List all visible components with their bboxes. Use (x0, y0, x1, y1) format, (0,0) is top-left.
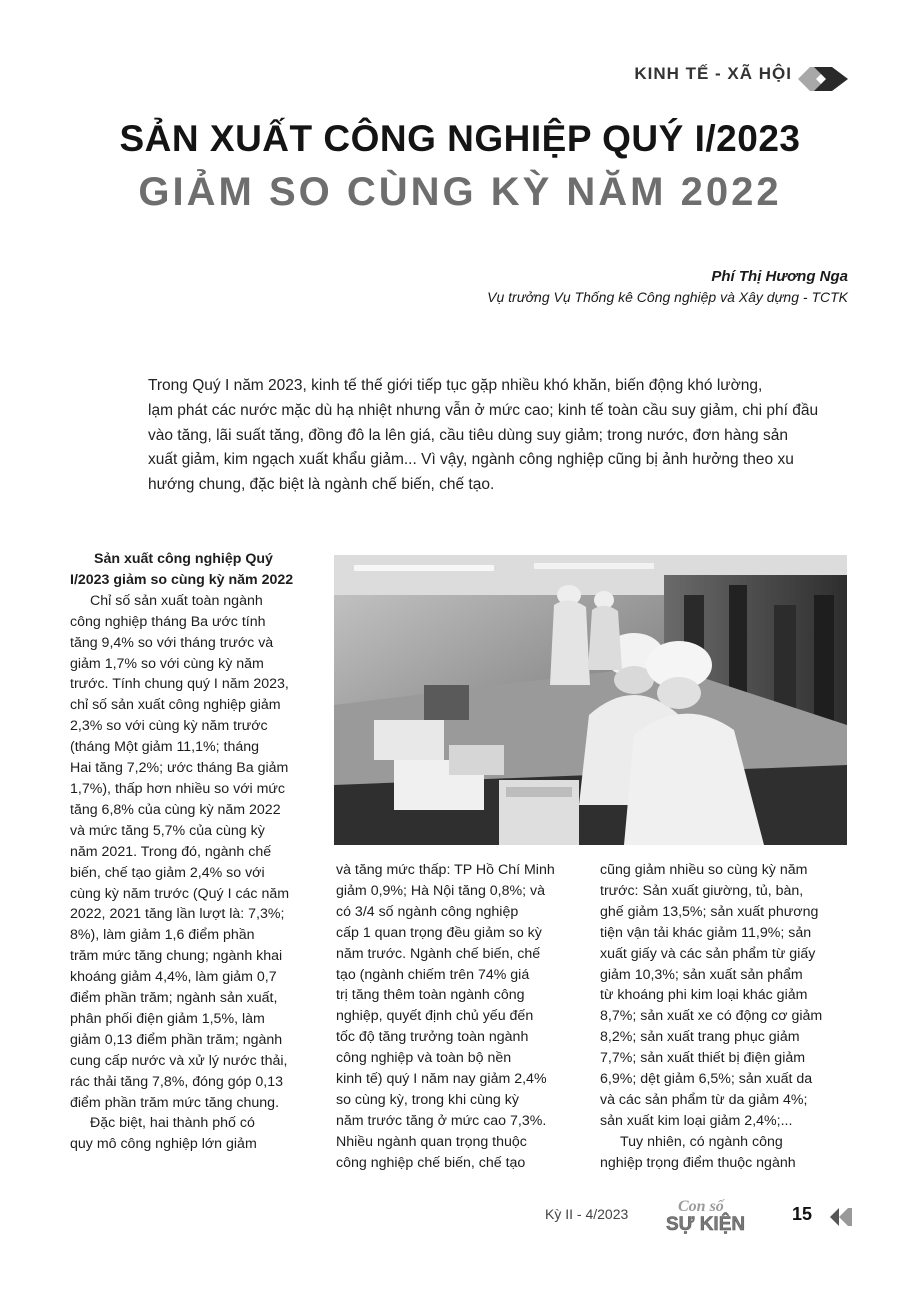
body-line: 8,2%; sản xuất trang phục giảm (600, 1029, 800, 1046)
body-line: năm trước. Ngành chế biến, chế (336, 945, 541, 962)
body-line: quy mô công nghiệp lớn giảm (70, 1136, 257, 1153)
section-subhead: Sản xuất công nghiệp Quý (94, 551, 273, 567)
body-line: trăm mức tăng chung; ngành khai (70, 948, 283, 965)
double-chevron-left-icon (830, 1208, 852, 1226)
factory-photo-illustration (334, 555, 847, 845)
issue-label: Kỳ II - 4/2023 (545, 1206, 629, 1222)
body-line: Đặc biệt, hai thành phố có (90, 1115, 255, 1132)
body-line: 7,7%; sản xuất thiết bị điện giảm (600, 1050, 806, 1067)
body-line: Hai tăng 7,2%; ước tháng Ba giảm (70, 760, 289, 777)
body-line: và các sản phẩm từ da giảm 4%; (600, 1091, 808, 1108)
body-line: tốc độ tăng trưởng toàn ngành (336, 1029, 529, 1046)
body-line: năm 2021. Trong đó, ngành chế (70, 843, 272, 860)
body-line: tiện vận tải khác giảm 11,9%; sản (600, 924, 812, 941)
body-line: và tăng mức thấp: TP Hồ Chí Minh (336, 862, 555, 878)
article-subtitle: GIẢM SO CÙNG KỲ NĂM 2022 (138, 170, 782, 214)
body-line: ghế giảm 13,5%; sản xuất phương (600, 903, 819, 920)
body-line: tạo (ngành chiếm trên 74% giá (336, 966, 530, 983)
body-line: xuất giấy và các sản phẩm từ giấy (600, 945, 816, 962)
body-line: kinh tế) quý I năm nay giảm 2,4% (336, 1071, 547, 1088)
body-line: giảm 0,13 điểm phần trăm; ngành (70, 1031, 283, 1048)
abstract-line: hướng chung, đặc biệt là ngành chế biến, chế tạo. (148, 476, 495, 494)
body-line: rác thải tăng 7,8%, đóng góp 0,13 (70, 1073, 283, 1090)
body-line: Tuy nhiên, có ngành công (620, 1133, 783, 1150)
article-title: SẢN XUẤT CÔNG NGHIỆP QUÝ I/2023 (119, 118, 801, 159)
body-line: 1,7%), thấp hơn nhiều so với mức (70, 780, 286, 797)
body-line: cấp 1 quan trọng đều giảm so kỳ (336, 924, 542, 941)
body-line: trị tăng thêm toàn ngành công (336, 987, 525, 1004)
logo-text-top: Con số (678, 1198, 724, 1215)
body-line: so cùng kỳ, trong khi cùng kỳ (336, 1091, 519, 1108)
body-line: giảm 0,9%; Hà Nội tăng 0,8%; và (336, 882, 545, 899)
body-line: cùng kỳ năm trước (Quý I các năm (70, 885, 290, 902)
body-line: công nghiệp chế biến, chế tạo (336, 1154, 526, 1171)
body-line: trước: Sản xuất giường, tủ, bàn, (600, 882, 804, 899)
body-line: từ khoáng phi kim loại khác giảm (600, 987, 808, 1004)
body-line: điểm phần trăm; ngành sản xuất, (70, 990, 278, 1007)
logo-text-bottom: SỰ KIỆN (666, 1214, 746, 1234)
body-line: giảm 10,3%; sản xuất sản phẩm (600, 966, 803, 983)
body-line: có 3/4 số ngành công nghiệp (336, 903, 519, 920)
body-line: biến, chế tạo giảm 2,4% so với (70, 864, 265, 881)
body-line: nghiệp, quyết định chủ yếu đến (336, 1008, 534, 1025)
author-role: Vụ trưởng Vụ Thống kê Công nghiệp và Xây dựng - TCTK (487, 289, 848, 305)
body-line: tăng 6,8% của cùng kỳ năm 2022 (70, 801, 281, 818)
abstract-line: xuất giảm, kim ngạch xuất khẩu giảm... Vì vậy, ngành công nghiệp cũng bị ảnh hưởng theo xu (148, 451, 794, 469)
magazine-logo (664, 1196, 782, 1234)
section-subhead: I/2023 giảm so cùng kỳ năm 2022 (70, 571, 294, 588)
body-line: khoáng giảm 4,4%, làm giảm 0,7 (70, 969, 277, 986)
body-column-3 (600, 860, 850, 1174)
body-line: năm trước tăng ở mức cao 7,3%. (336, 1112, 547, 1129)
body-line: Chỉ số sản xuất toàn ngành (90, 592, 263, 609)
body-column-2 (336, 860, 586, 1174)
body-line: phân phối điện giảm 1,5%, làm (70, 1010, 265, 1027)
body-line: chỉ số sản xuất công nghiệp giảm (70, 697, 281, 714)
body-line: cung cấp nước và xử lý nước thải, (70, 1052, 288, 1069)
body-line: (tháng Một giảm 11,1%; tháng (70, 739, 260, 756)
body-line: điểm phần trăm mức tăng chung. (70, 1094, 280, 1111)
abstract-line: Trong Quý I năm 2023, kinh tế thế giới tiếp tục gặp nhiều khó khăn, biến động khó lường, (148, 377, 763, 394)
section-label: KINH TẾ - XÃ HỘI (634, 64, 792, 83)
double-chevron-right-icon (798, 66, 850, 92)
body-line: trước. Tính chung quý I năm 2023, (70, 676, 289, 693)
body-line: 8%), làm giảm 1,6 điểm phần (70, 927, 255, 944)
body-line: tăng 9,4% so với tháng trước và (70, 634, 274, 651)
body-line: công nghiệp và toàn bộ nền (336, 1050, 512, 1067)
body-line: Nhiều ngành quan trọng thuộc (336, 1133, 527, 1150)
abstract-line: lạm phát các nước mặc dù hạ nhiệt nhưng vẫn ở mức cao; kinh tế toàn cầu suy giảm, chi phí đầu (148, 401, 819, 419)
body-line: 2,3% so với cùng kỳ năm trước (70, 718, 268, 735)
body-line: nghiệp trọng điểm thuộc ngành (600, 1154, 796, 1171)
body-line: giảm 1,7% so với cùng kỳ năm (70, 655, 264, 672)
body-line: 2022, 2021 tăng lần lượt là: 7,3%; (70, 906, 285, 923)
body-line: công nghiệp tháng Ba ước tính (70, 613, 266, 630)
body-column-1 (70, 549, 320, 1155)
abstract-line: vào tăng, lãi suất tăng, đồng đô la lên giá, cầu tiêu dùng suy giảm; trong nước, đơn hàng sản (148, 426, 788, 444)
page-number: 15 (792, 1204, 813, 1224)
abstract (148, 374, 819, 498)
body-line: 8,7%; sản xuất xe có động cơ giảm (600, 1008, 823, 1025)
body-line: cũng giảm nhiều so cùng kỳ năm (600, 862, 808, 878)
factory-workers-photo (334, 555, 847, 845)
body-line: 6,9%; dệt giảm 6,5%; sản xuất da (600, 1071, 813, 1088)
body-line: sản xuất kim loại giảm 2,4%;... (600, 1112, 793, 1129)
body-line: và mức tăng 5,7% của cùng kỳ (70, 822, 265, 839)
author-name: Phí Thị Hương Nga (711, 268, 848, 285)
